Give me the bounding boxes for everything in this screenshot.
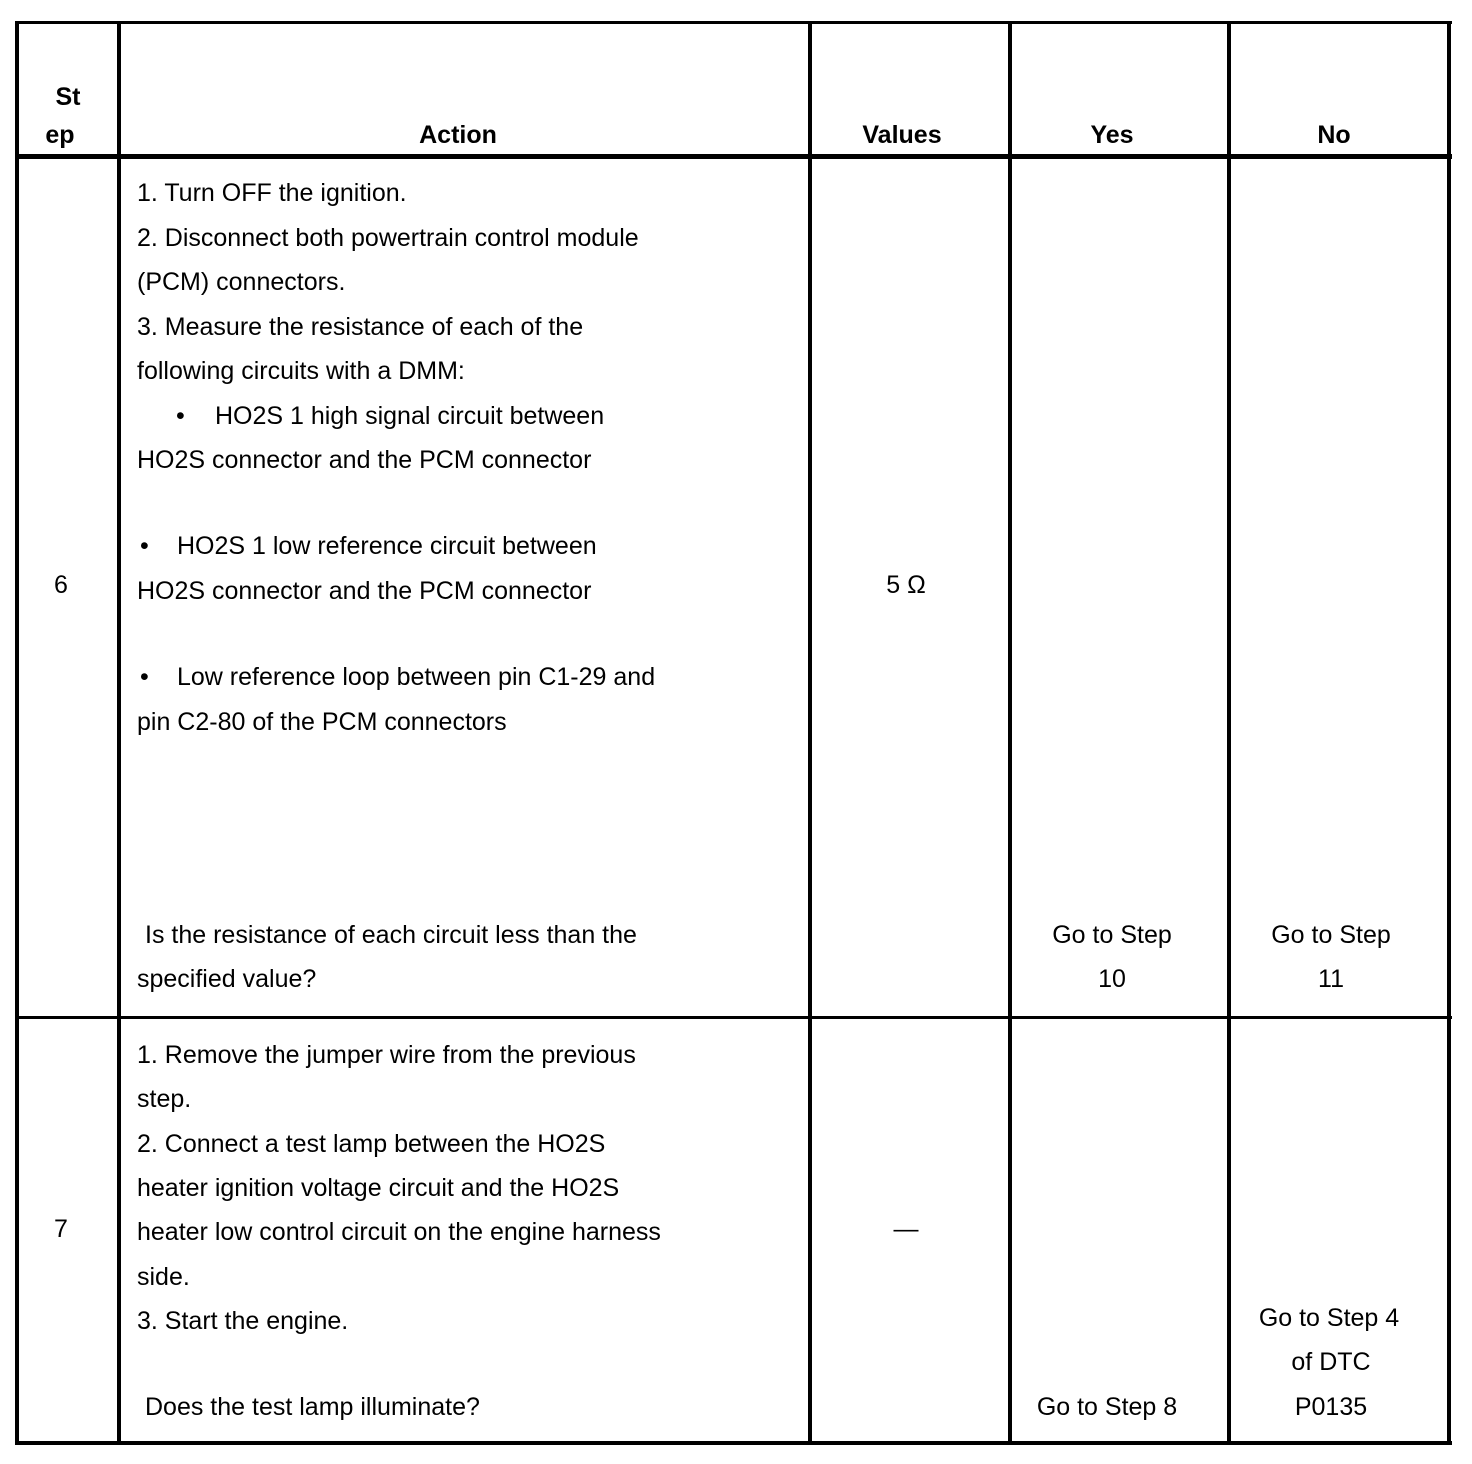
row-7-step: 7 — [54, 1215, 68, 1243]
header-yes: Yes — [1090, 121, 1134, 149]
row-7-question: Does the test lamp illuminate? — [145, 1393, 480, 1421]
table-border-top — [15, 21, 1452, 24]
row-7-action-line: 1. Remove the jumper wire from the previous — [137, 1041, 636, 1069]
row-7-action-line: side. — [137, 1263, 190, 1291]
table-border-bottom — [17, 1441, 1452, 1445]
header-step-line1: St — [55, 83, 81, 111]
row-6-action-line: HO2S 1 high signal circuit between — [215, 402, 605, 430]
row-7-action-line: 2. Connect a test lamp between the HO2S — [137, 1130, 606, 1158]
row-6-question: Is the resistance of each circuit less than the — [145, 921, 637, 949]
column-divider-values — [1008, 21, 1012, 1445]
row-7-yes: Go to Step 8 — [1036, 1393, 1178, 1421]
column-border-right — [1447, 21, 1451, 1445]
row-6-action-line: HO2S 1 low reference circuit between — [177, 532, 597, 560]
row-6-no: Go to Step — [1271, 921, 1391, 949]
row-6-action-line: HO2S connector and the PCM connector — [137, 577, 592, 605]
row-6-question: specified value? — [137, 965, 317, 993]
row-6-action-line: following circuits with a DMM: — [137, 357, 465, 385]
row-6-yes: 10 — [1098, 965, 1126, 993]
row-6-step: 6 — [54, 571, 68, 599]
header-step-line2: ep — [45, 121, 75, 149]
header-divider — [15, 154, 1452, 159]
bullet-icon: • — [176, 402, 185, 430]
row-7-action-line: step. — [137, 1085, 192, 1113]
column-divider-step — [117, 21, 121, 1445]
row-6-action-line: 3. Measure the resistance of each of the — [137, 313, 584, 341]
row-7-no: P0135 — [1294, 1393, 1368, 1421]
row-6-no: 11 — [1318, 965, 1344, 993]
row-6-yes: Go to Step — [1052, 921, 1172, 949]
row-6-action-line: Low reference loop between pin C1-29 and — [177, 663, 656, 691]
row-7-action-line: 3. Start the engine. — [137, 1307, 349, 1335]
header-values: Values — [862, 121, 942, 149]
row-6-action-line: HO2S connector and the PCM connector — [137, 446, 592, 474]
row-6-value: 5 Ω — [886, 571, 926, 599]
row-6-action-line: pin C2-80 of the PCM connectors — [137, 708, 507, 736]
bullet-icon: • — [140, 663, 149, 691]
row-7-action-line: heater ignition voltage circuit and the HO2S — [137, 1174, 620, 1202]
row-7-no: of DTC — [1291, 1348, 1371, 1376]
header-action: Action — [419, 121, 497, 149]
row-7-no: Go to Step 4 — [1258, 1304, 1400, 1332]
row-7-value: — — [893, 1215, 919, 1243]
bullet-icon: • — [140, 532, 149, 560]
row-divider — [17, 1016, 1452, 1019]
row-7-action-line: heater low control circuit on the engine harness — [137, 1218, 661, 1246]
row-6-action-line: 2. Disconnect both powertrain control module — [137, 224, 639, 252]
row-6-action-line: 1. Turn OFF the ignition. — [137, 179, 407, 207]
column-divider-yes — [1227, 21, 1231, 1445]
header-no: No — [1317, 121, 1351, 149]
row-6-action-line: (PCM) connectors. — [137, 268, 346, 296]
